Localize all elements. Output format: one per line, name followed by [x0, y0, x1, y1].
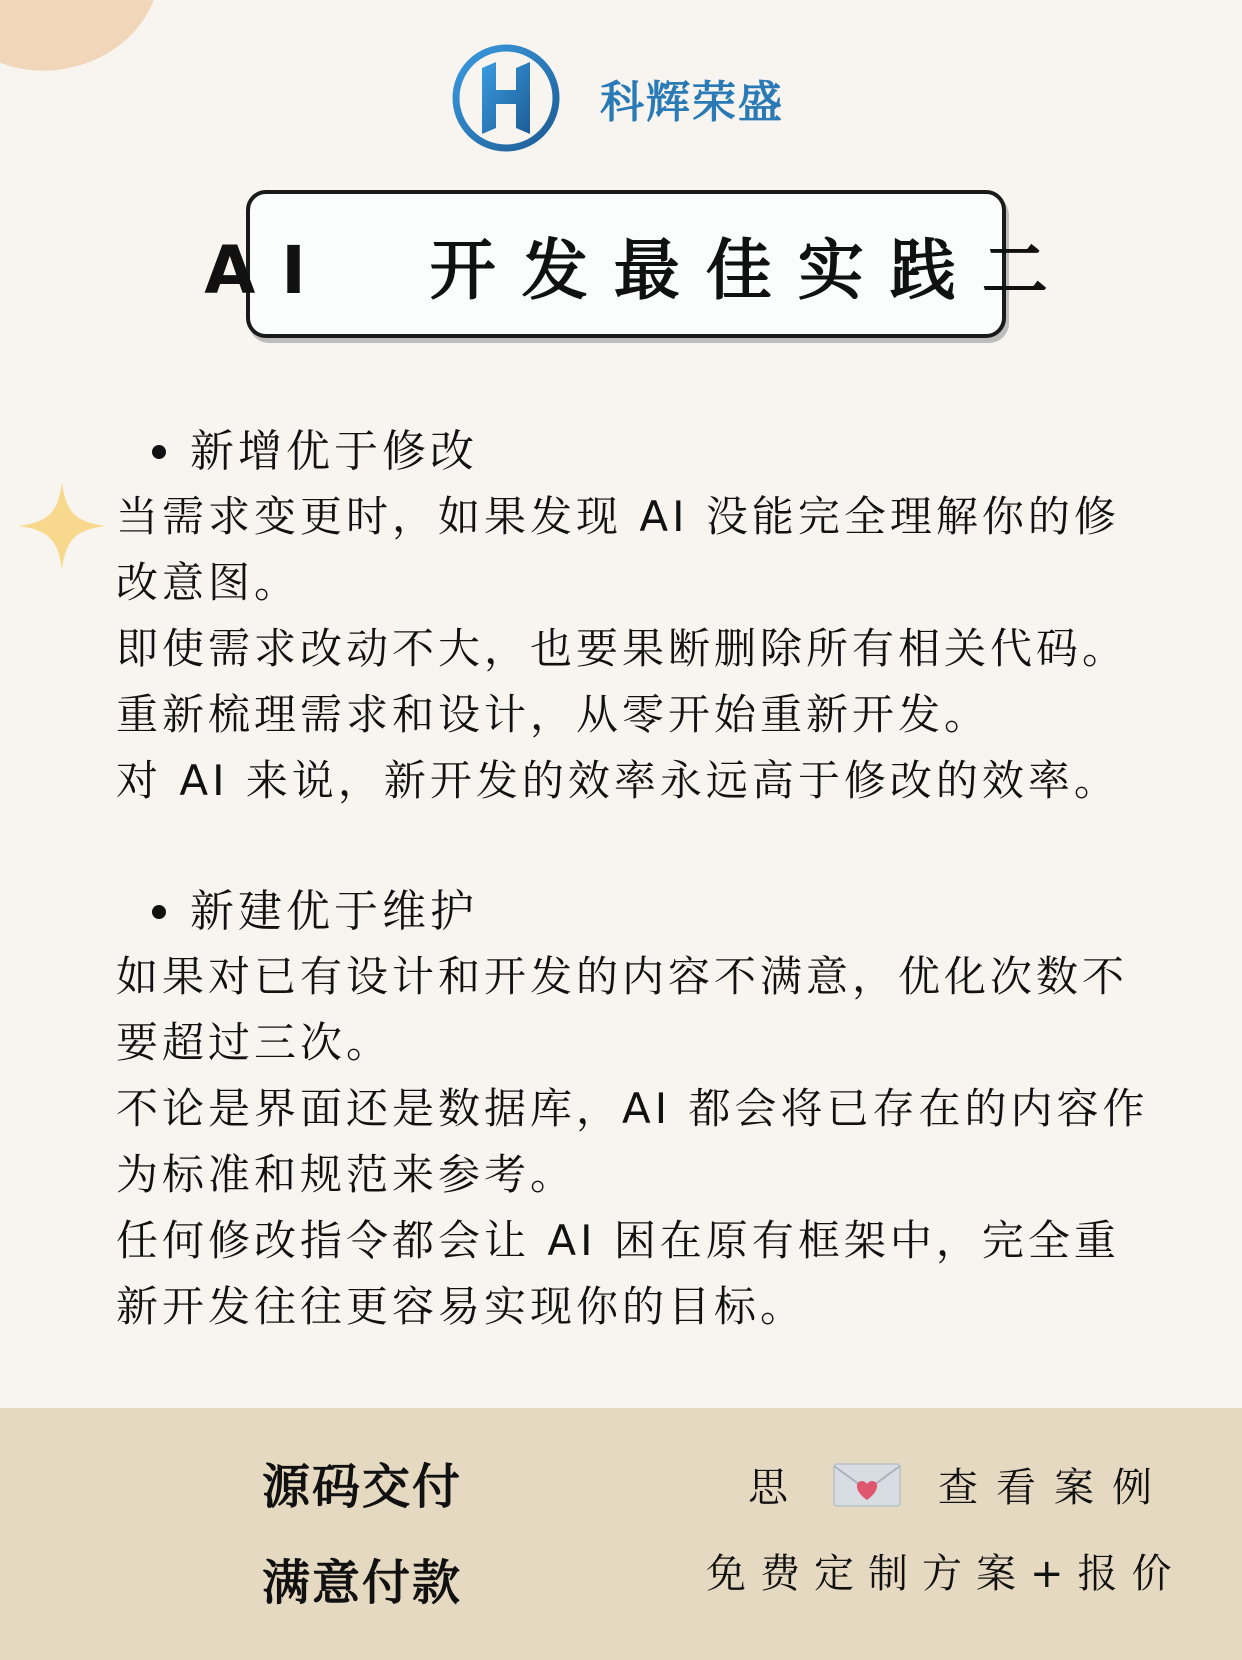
section-new-over-maintain	[116, 880, 1156, 1340]
section-add-over-modify	[116, 420, 1156, 814]
paragraph: 如果对已有设计和开发的内容不满意，优化次数不要超过三次。	[116, 952, 1129, 1067]
footer-prefix-text: 思	[748, 1465, 788, 1511]
footer-banner	[0, 1408, 1242, 1660]
bullet-icon	[152, 905, 166, 919]
brand-name: 科辉荣盛	[600, 77, 784, 128]
envelope-heart-icon	[832, 1460, 902, 1510]
section-heading-text: 新建优于维护	[190, 886, 478, 937]
paragraph: 任何修改指令都会让 AI 困在原有框架中，完全重新开发往往更容易实现你的目标。	[116, 1216, 1120, 1331]
section-heading	[116, 420, 1156, 484]
view-cases-link[interactable]: 查看案例	[938, 1465, 1170, 1511]
sparkle-icon	[14, 478, 110, 574]
brand-header	[448, 40, 784, 156]
title-card	[204, 190, 1074, 338]
paragraph: 对 AI 来说，新开发的效率永远高于修改的效率。	[116, 756, 1120, 805]
section-heading	[116, 880, 1156, 944]
footer-view-cases[interactable]	[748, 1456, 1170, 1513]
paragraph: 不论是界面还是数据库，AI 都会将已存在的内容作为标准和规范来参考。	[116, 1084, 1149, 1199]
paragraph: 重新梳理需求和设计，从零开始重新开发。	[116, 690, 991, 739]
footer-satisfied-payment: 满意付款	[262, 1555, 463, 1611]
footer-free-quote[interactable]: 免费定制方案+报价	[706, 1551, 1186, 1597]
paragraph: 即使需求改动不大，也要果断删除所有相关代码。	[116, 624, 1129, 673]
bullet-icon	[152, 445, 166, 459]
content-body	[116, 420, 1156, 1406]
brand-logo-icon	[448, 40, 564, 156]
corner-decoration	[0, 0, 177, 91]
footer-source-delivery: 源码交付	[262, 1459, 463, 1515]
page-title: AI 开发最佳实践二	[204, 231, 1074, 309]
section-heading-text: 新增优于修改	[190, 426, 478, 477]
paragraph: 当需求变更时，如果发现 AI 没能完全理解你的修改意图。	[116, 492, 1120, 607]
